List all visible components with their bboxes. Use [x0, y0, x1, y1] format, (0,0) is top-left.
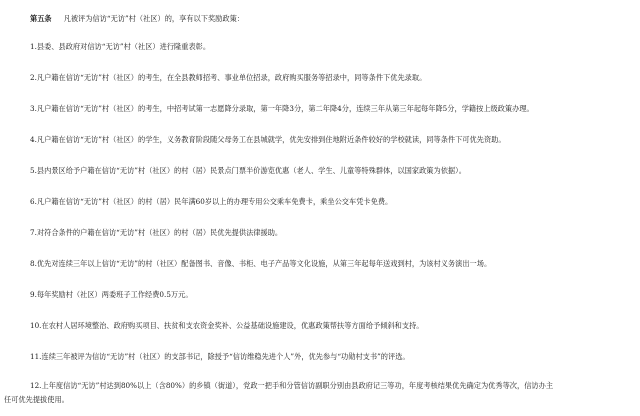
policy-item-11: 11.连续三年被评为信访“无访”村（社区）的支部书记，除授予“信访维稳先进个人”外，优先参与“功勋村支书”的评选。: [30, 352, 410, 361]
policy-item-5: 5.县内景区给予户籍在信访“无访”村（社区）的村（居）民景点门票半价游览优惠（老人、学生、儿童等特殊群体，以国家政策为依据）。: [30, 166, 466, 175]
policy-item-10: 10.在农村人居环境整治、政府购买项目、扶贫和支农资金奖补、公益基础设施建设，优惠政策帮扶等方面给予倾斜和支持。: [30, 321, 424, 330]
policy-item-12-line-2: 任可优先提拔使用。: [4, 395, 69, 404]
policy-item-4: 4.凡户籍在信访“无访”村（社区）的学生，义务教育阶段随父母务工在县城就学，优先安排到住地附近条件较好的学校就读，同等条件下可优先资助。: [30, 135, 506, 144]
policy-item-9: 9.每年奖励村（社区）两委班子工作经费0.5万元。: [30, 290, 193, 299]
policy-item-6: 6.凡户籍在信访“无访”村（社区）的村（居）民年满60岁以上的办理专用公交乘车免费卡，乘坐公交车凭卡免费。: [30, 197, 393, 206]
policy-item-2: 2.凡户籍在信访“无访”村（社区）的考生，在全县教师招考、事业单位招录，政府购买服务等招录中，同等条件下优先录取。: [30, 73, 427, 82]
intro-text: 凡被评为信访“无访”村（社区）的，享有以下奖励政策：: [63, 14, 244, 23]
policy-item-8: 8.优先对连续三年以上信访“无访”的村（社区）配备图书、音像、书柜、电子产品等文化设施，从第三年起每年送戏到村，为该村义务演出一场。: [30, 259, 492, 268]
article-label: 第五条: [30, 14, 52, 23]
policy-item-12-line-1: 12.上年度信访“无访”村达到80%以上（含80%）的乡镇（街道），党政一把手和分管信访副职分别由县政府记三等功，年度考核结果优先确定为优秀等次，信访办主: [30, 381, 554, 390]
policy-item-3: 3.凡户籍在信访“无访”村（社区）的考生，中招考试第一志愿降分录取，第一年降3分，第二年降4分，连续三年从第三年起每年降5分，学籍按上级政策办理。: [30, 104, 534, 113]
policy-item-7: 7.对符合条件的户籍在信访“无访”村（社区）的村（居）民优先提供法律援助。: [30, 228, 283, 237]
intro-line: [30, 14, 244, 23]
policy-item-1: 1.县委、县政府对信访“无访”村（社区）进行隆重表彰。: [30, 42, 211, 51]
